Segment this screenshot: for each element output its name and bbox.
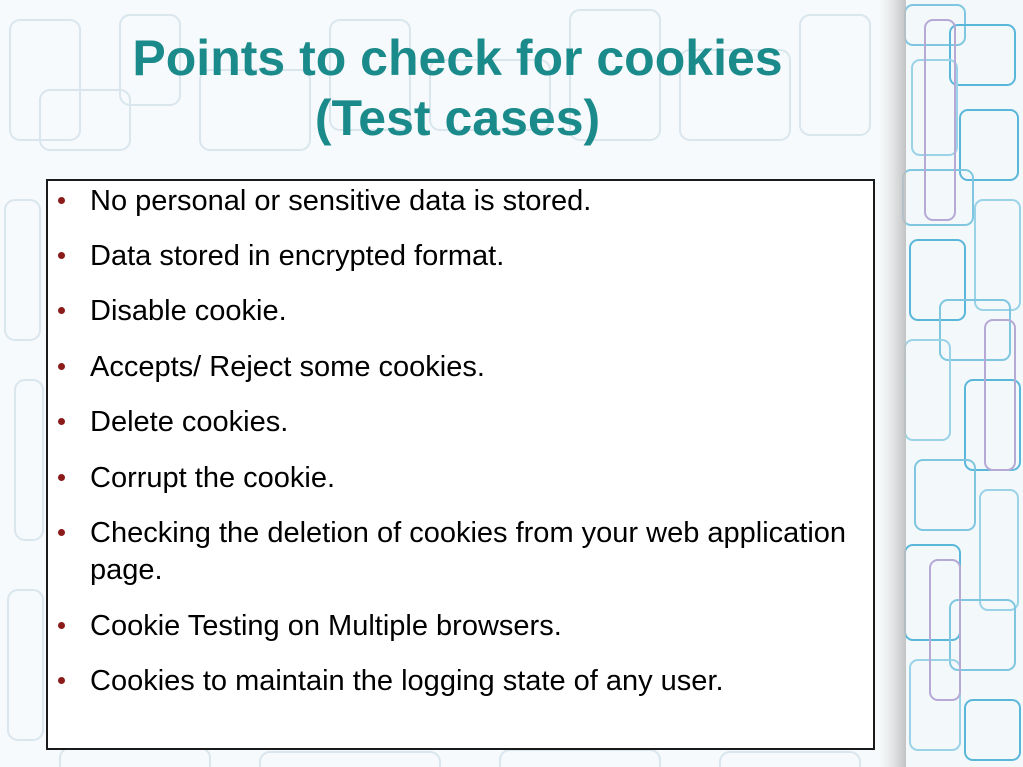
- bullet-text: Cookie Testing on Multiple browsers.: [90, 610, 562, 642]
- bullet-text: Cookies to maintain the logging state of any user.: [90, 665, 724, 697]
- bullet-item: [48, 404, 308, 441]
- bullet-dot-icon: [58, 363, 65, 370]
- content-box: [46, 179, 875, 750]
- slide-title: [40, 28, 875, 148]
- bullet-text: Accepts/ Reject some cookies.: [90, 351, 485, 383]
- bullet-dot-icon: [58, 252, 65, 259]
- bullet-text: No personal or sensitive data is stored.: [90, 185, 592, 217]
- bullet-dot-icon: [58, 677, 65, 684]
- bullet-dot-icon: [58, 622, 65, 629]
- bullet-item: [48, 460, 355, 497]
- bullet-dot-icon: [58, 197, 65, 204]
- bullet-dot-icon: [58, 418, 65, 425]
- title-line-2: (Test cases): [314, 90, 601, 146]
- title-line-1: Points to check for cookies: [132, 30, 783, 86]
- bullet-item: [48, 663, 744, 700]
- bullet-text: Corrupt the cookie.: [90, 462, 336, 494]
- bullet-item: [48, 515, 870, 589]
- bullet-item: [48, 349, 505, 386]
- bullet-text: Delete cookies.: [90, 406, 289, 438]
- bullet-dot-icon: [58, 529, 65, 536]
- bullet-item: [48, 293, 307, 330]
- bullet-item: [48, 608, 582, 645]
- bullet-dot-icon: [58, 474, 65, 481]
- bullet-dot-icon: [58, 307, 65, 314]
- bullet-item: [48, 183, 611, 220]
- bullet-text: Checking the deletion of cookies from your web application page.: [90, 517, 847, 586]
- bullet-text: Disable cookie.: [90, 295, 287, 327]
- bullet-item: [48, 238, 524, 275]
- bullet-text: Data stored in encrypted format.: [90, 240, 505, 272]
